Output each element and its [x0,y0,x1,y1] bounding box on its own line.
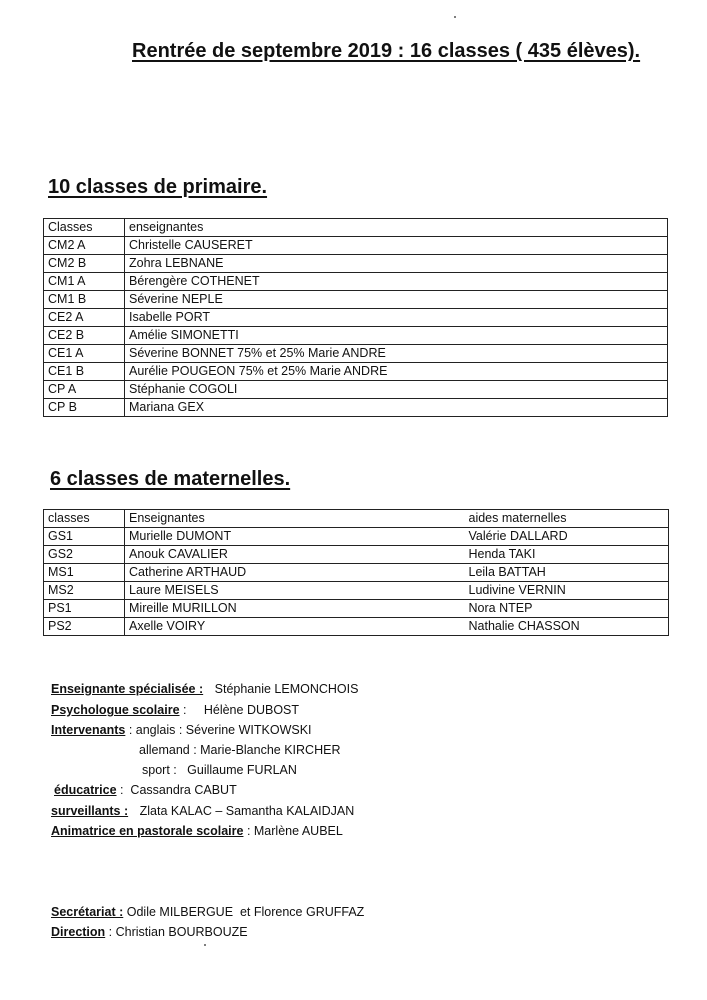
animatrice-label: Animatrice en pastorale scolaire [51,824,244,838]
direction-line [51,925,248,939]
secretariat-label: Secrétariat : [51,905,124,919]
teacher-cell: Christelle CAUSERET [125,237,668,255]
aide-cell: Leila BATTAH [465,564,669,582]
teacher-cell: Axelle VOIRY [125,618,465,636]
scan-speck [204,944,206,946]
table-row [44,327,668,345]
teacher-cell: Séverine NEPLE [125,291,668,309]
class-cell: CE2 B [44,327,125,345]
maternelle-heading: 6 classes de maternelles. [50,468,291,490]
table-row [44,564,669,582]
table-row [44,618,669,636]
maternelle-table [43,509,669,636]
table-row [44,582,669,600]
table-row [44,291,668,309]
psychologue-value: : Hélène DUBOST [183,703,300,717]
intervenants-label: Intervenants [51,723,126,737]
table-header-row [44,219,668,237]
aide-cell: Nora NTEP [465,600,669,618]
header-classes: Classes [44,219,125,237]
class-cell: CP A [44,381,125,399]
secretariat-value: Odile MILBERGUE et Florence GRUFFAZ [126,905,365,919]
primaire-heading: 10 classes de primaire. [48,176,268,198]
class-cell: GS1 [44,528,125,546]
intervenants-allemand: allemand : Marie-Blanche KIRCHER [139,743,341,757]
teacher-cell: Catherine ARTHAUD [125,564,465,582]
teacher-cell: Murielle DUMONT [125,528,465,546]
class-cell: MS2 [44,582,125,600]
class-cell: PS2 [44,618,125,636]
table-row [44,237,668,255]
class-cell: GS2 [44,546,125,564]
table-row [44,381,668,399]
specialisee-value: Stéphanie LEMONCHOIS [214,682,359,696]
teacher-cell: Bérengère COTHENET [125,273,668,291]
class-cell: CE1 A [44,345,125,363]
table-row [44,399,668,417]
teacher-cell: Zohra LEBNANE [125,255,668,273]
table-row [44,528,669,546]
teacher-cell: Amélie SIMONETTI [125,327,668,345]
teacher-cell: Isabelle PORT [125,309,668,327]
page-title: Rentrée de septembre 2019 : 16 classes ( 435 élèves). [132,40,641,62]
aide-cell: Ludivine VERNIN [465,582,669,600]
teacher-cell: Stéphanie COGOLI [125,381,668,399]
class-cell: CM1 B [44,291,125,309]
teacher-cell: Aurélie POUGEON 75% et 25% Marie ANDRE [125,363,668,381]
class-cell: CM1 A [44,273,125,291]
surveillants-label: surveillants : [51,804,129,818]
table-row [44,255,668,273]
class-cell: MS1 [44,564,125,582]
header-enseignantes: enseignantes [125,219,668,237]
table-row [44,363,668,381]
class-cell: CE2 A [44,309,125,327]
teacher-cell: Anouk CAVALIER [125,546,465,564]
teacher-cell: Séverine BONNET 75% et 25% Marie ANDRE [125,345,668,363]
direction-label: Direction [51,925,106,939]
surveillants-line [51,804,354,818]
header-enseignantes: Enseignantes [125,510,465,528]
header-classes: classes [44,510,125,528]
class-cell: PS1 [44,600,125,618]
teacher-cell: Mireille MURILLON [125,600,465,618]
secretariat-line [51,905,364,919]
intervenants-line [51,723,312,737]
educatrice-line [54,783,237,797]
class-cell: CP B [44,399,125,417]
animatrice-value: : Marlène AUBEL [246,824,343,838]
table-header-row [44,510,669,528]
specialisee-label: Enseignante spécialisée : [51,682,204,696]
intervenants-sport: sport : Guillaume FURLAN [142,763,297,777]
direction-value: : Christian BOURBOUZE [108,925,248,939]
class-cell: CM2 A [44,237,125,255]
animatrice-line [51,824,343,838]
primaire-table [43,218,668,417]
scan-speck [454,16,456,18]
table-row [44,273,668,291]
aide-cell: Henda TAKI [465,546,669,564]
psychologue-line [51,703,299,717]
specialisee-line [51,682,358,696]
teacher-cell: Mariana GEX [125,399,668,417]
class-cell: CE1 B [44,363,125,381]
table-row [44,546,669,564]
class-cell: CM2 B [44,255,125,273]
psychologue-label: Psychologue scolaire [51,703,180,717]
intervenants-anglais: : anglais : Séverine WITKOWSKI [128,723,312,737]
educatrice-label: éducatrice [54,783,117,797]
table-row [44,309,668,327]
table-row [44,600,669,618]
aide-cell: Nathalie CHASSON [465,618,669,636]
surveillants-value: Zlata KALAC – Samantha KALAIDJAN [139,804,355,818]
aide-cell: Valérie DALLARD [465,528,669,546]
educatrice-value: : Cassandra CABUT [120,783,237,797]
header-aides: aides maternelles [465,510,669,528]
table-row [44,345,668,363]
teacher-cell: Laure MEISELS [125,582,465,600]
